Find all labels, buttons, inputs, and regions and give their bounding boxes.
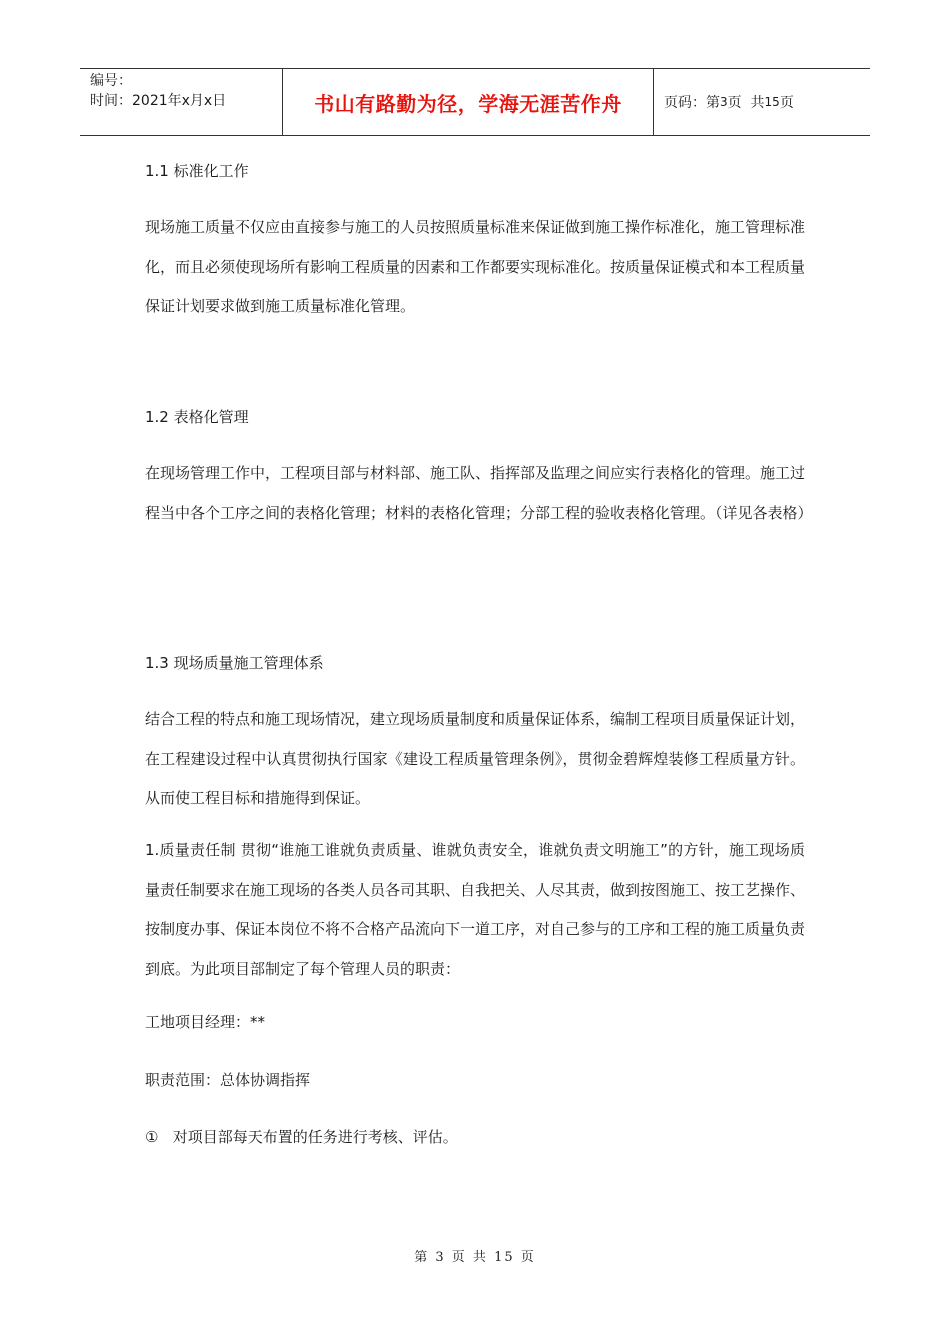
page-footer [0,1246,950,1265]
list-item: ① 对项目部每天布置的任务进行考核、评估。 [145,1128,458,1146]
page-suffix: 页 [779,95,794,111]
scope-line: 职责范围：总体协调指挥 [145,1071,311,1089]
footer-current: 3 [435,1250,446,1265]
page-prefix: 页码：第 [664,95,720,111]
section-body: 结合工程的特点和施工现场情况，建立现场质量制度和质量保证体系，编制工程项目质量保证计划，在工程建设过程中认真贯彻执行国家《建设工程质量管理条例》，贯彻金碧辉煌装修工程质量方针。从而使工程目标和措施得到保证。 [145,710,806,807]
motto: 书山有路勤为径，学海无涯苦作舟 [314,91,622,116]
footer-mid: 页 共 [451,1250,488,1265]
section-body: 现场施工质量不仅应由直接参与施工的人员按照质量标准来保证做到施工操作标准化，施工管理标准化，而且必须使现场所有影响工程质量的因素和工作都要实现标准化。按质量保证模式和本工程质量保证计划要求做到施工质量标准化管理。 [145,218,806,315]
footer-prefix: 第 [414,1250,430,1265]
manager-line: 工地项目经理：** [145,1013,266,1031]
page-current: 3 [720,95,728,109]
page-total: 15 [764,95,780,109]
page-mid: 页 共 [727,95,765,111]
footer-suffix: 页 [520,1250,536,1265]
header-page-info [654,69,870,135]
footer-total: 15 [494,1250,515,1265]
header-motto-cell [282,69,654,135]
section-body: 在现场管理工作中，工程项目部与材料部、施工队、指挥部及监理之间应实行表格化的管理。施工过程当中各个工序之间的表格化管理；材料的表格化管理；分部工程的验收表格化管理。（详见各表格） [145,464,813,522]
header-meta [80,69,282,135]
responsibility-paragraph: 1.质量责任制 贯彻“谁施工谁就负责质量、谁就负责安全，谁就负责文明施工”的方针，施工现场质量责任制要求在施工现场的各类人员各司其职、自我把关、人尽其责，做到按图施工、按工艺操作、按制度办事、保证本岗位不将不合格产品流向下一道工序，对自己参与的工序和工程的施工质量负责到底。为此项目部制定了每个管理人员的职责： [145,841,806,978]
number-label: 编号： [90,73,132,89]
page-header [80,68,870,136]
section-heading: 1.1 标准化工作 [145,162,249,180]
section-heading: 1.2 表格化管理 [145,408,249,426]
date-line: 时间：2021年x月x日 [90,93,227,109]
section-heading: 1.3 现场质量施工管理体系 [145,654,324,672]
